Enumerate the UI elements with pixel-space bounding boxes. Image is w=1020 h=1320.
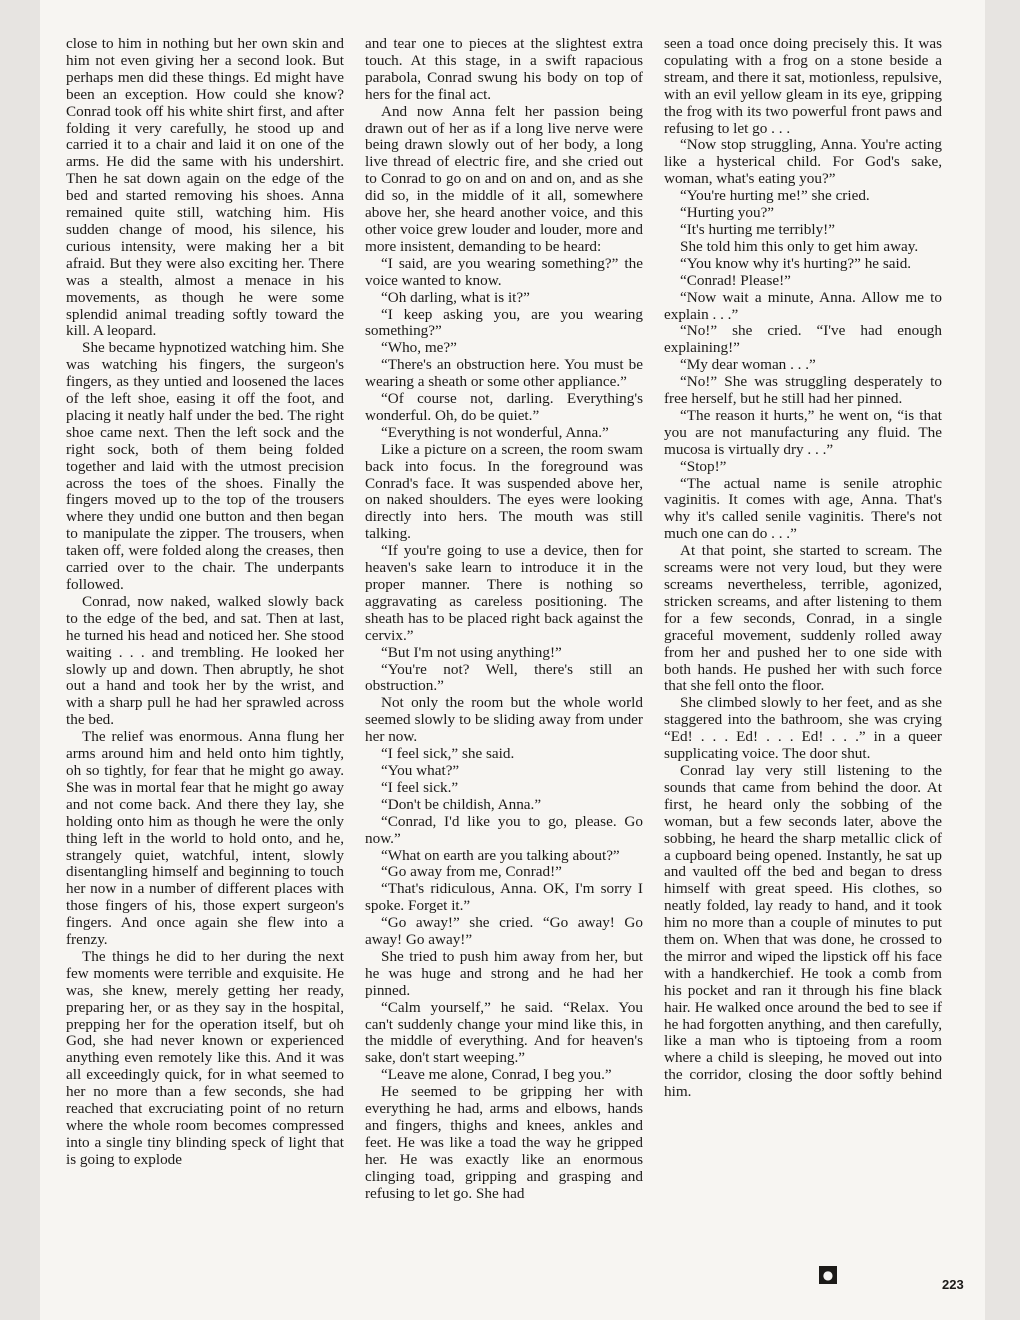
paragraph: “You what?” [381,761,460,779]
paragraph: She became hypnotized watching him. She was watching his fingers, the surgeon's fingers, as they untied and loosened the laces of the left shoe, easing it off the foot, and placing it neatly half under the bed. The right shoe came next. Then the left sock and the right sock, both of them being folded together and laid with the utmost precision across the toes of the shoes. Finally the fingers moved up to the top of the trousers where they undid one button and then began to manipulate the zipper. The trousers, when taken off, were folded along the creases, then carried over to the chair. The underpants followed. [66,339,344,593]
paragraph: And now Anna felt her passion being drawn out of her as if a long live nerve were being drawn slowly out of her body, a long live thread of electric fire, and she cried out to Conrad to go on and on and on, and as she did so, in the middle of it all, somewhere above her, she heard another voice, and this other voice grew louder and louder, more and more insistent, demanding to be heard: [365,102,643,255]
paragraph: and tear one to pieces at the slightest extra touch. At this stage, in a swift rapacious parabola, Conrad swung his body on top of hers for the final act. [365,35,643,103]
paragraph: “You're hurting me!” she cried. [680,187,870,205]
paragraph: The things he did to her during the next few moments were terrible and exquisite. He was, she knew, merely getting her ready, preparing her, or as they say in the hospital, prepping her for the operation itself, but oh God, she had never known or experienced anything even remotely like this. And it was all exceedingly quick, for in what seemed to her no more than a few seconds, she had reached that excruciating point of no return where the whole room becomes compressed into a single tiny blinding speck of light that is going to explode [66,947,344,1168]
paragraph: “Hurting you?” [680,204,775,222]
paragraph: He seemed to be gripping her with everything he had, arms and elbows, hands and fingers, thighs and knees, ankles and feet. He was like a toad the way he gripped her. He was exactly like an enormous clinging toad, gripping and grasping and refusing to let go. She had [365,1083,643,1202]
paragraph: “You know why it's hurting?” he said. [680,254,912,272]
paragraph: “Stop!” [680,457,727,475]
magazine-page [40,0,985,1320]
paragraph: “Now wait a minute, Anna. Allow me to explain . . .” [664,288,942,323]
paragraph: Not only the room but the whole world seemed slowly to be sliding away from under her now. [365,694,643,746]
paragraph: “That's ridiculous, Anna. OK, I'm sorry I spoke. Forget it.” [365,880,643,915]
paragraph: “You're not? Well, there's still an obstruction.” [365,660,643,695]
paragraph: “If you're going to use a device, then for heaven's sake learn to introduce it in the proper manner. There is nothing so aggravating as careless positioning. The sheath has to be placed right back against the cervix.” [365,542,643,644]
column-1 [66,36,344,1203]
paragraph: “Conrad, I'd like you to go, please. Go now.” [365,812,643,847]
paragraph: “My dear woman . . .” [680,356,816,374]
paragraph: “The reason it hurts,” he went on, “is that you are not manufacturing any fluid. The mucosa is virtually dry . . .” [664,406,942,458]
paragraph: “Oh darling, what is it?” [381,288,530,306]
paragraph: “What on earth are you talking about?” [381,846,620,864]
paragraph: “Go away!” she cried. “Go away! Go away! Go away!” [365,914,643,949]
playboy-rabbit-icon: ● [819,1266,837,1284]
paragraph: Conrad, now naked, walked slowly back to the edge of the bed, and sat. Then at last, he turned his head and noticed her. She stood waiting . . . and trembling. He looked her slowly up and down. Then abruptly, he shot out a hand and took her by the wrist, and with a sharp pull he had her sprawled across the bed. [66,592,344,729]
paragraph: “The actual name is senile atrophic vaginitis. It comes with age, Anna. That's why it's called senile vaginitis. There's not much one can do . . .” [664,474,942,543]
paragraph: Like a picture on a screen, the room swam back into focus. In the foreground was Conrad's face. It was suspended above her, on naked shoulders. The eyes were looking directly into hers. The mouth was still talking. [365,440,643,543]
paragraph: “No!” She was struggling desperately to free herself, but he still had her pinned. [664,373,942,408]
paragraph: The relief was enormous. Anna flung her arms around him and held onto him tightly, oh so tightly, for fear that he might go away. She was in mortal fear that he might go away and not come back. And there they lay, she holding onto him as though he were the only thing left in the world to hold onto, and he, strangely quiet, watchful, intent, slowly disentangling himself and beginning to touch her now in a number of different places with those fingers of his, those expert surgeon's fingers. And once again she flew into a frenzy. [66,728,344,949]
paragraph: “No!” she cried. “I've had enough explaining!” [664,322,942,357]
text-columns [66,36,942,1203]
paragraph: “Everything is not wonderful, Anna.” [381,423,609,441]
paragraph: seen a toad once doing precisely this. It was copulating with a frog on a stone beside a stream, and there it sat, motionless, repulsive, with an evil yellow gleam in its eye, gripping the frog with its two powerful front paws and refusing to let go . . . [664,35,942,137]
paragraph: “Who, me?” [381,339,457,357]
column-2 [365,36,643,1203]
paragraph: At that point, she started to scream. The screams were not very loud, but they were screams nevertheless, terrible, agonized, stricken screams, and after listening to them for a few seconds, Conrad, in a single graceful movement, suddenly rolled away from her and pushed her to one side with both hands. He pushed her with such force that she fell onto the floor. [664,542,942,695]
paragraph: “But I'm not using anything!” [381,643,562,661]
paragraph: “Conrad! Please!” [680,271,791,289]
paragraph: “Go away from me, Conrad!” [381,863,562,881]
paragraph: “There's an obstruction here. You must be wearing a sheath or some other appliance.” [365,356,643,391]
paragraph: “I keep asking you, are you wearing something?” [365,305,643,340]
paragraph: “Now stop struggling, Anna. You're acting like a hysterical child. For God's sake, woman, what's eating you?” [664,136,942,188]
paragraph: close to him in nothing but her own skin and him not even giving her a second look. But perhaps men did these things. Ed might have been an exception. How could she know? Conrad took off his white shirt first, and after folding it very carefully, he stood up and carried it to a chair and laid it on one of the arms. He did the same with his undershirt. Then he sat down again on the edge of the bed and started removing his shoes. Anna remained quite still, watching him. His sudden change of mood, his silence, his curious intensity, were making her a bit afraid. But they were also exciting her. There was a stealth, almost a menace in his movements, as though he were some splendid animal treading softly toward the kill. A leopard. [66,35,344,340]
paragraph: “I feel sick,” she said. [381,745,515,763]
paragraph: “I feel sick.” [381,778,459,796]
paragraph: She climbed slowly to her feet, and as she staggered into the bathroom, she was crying “Ed! . . . Ed! . . . Ed! . . .” in a queer supplicating voice. The door shut. [664,694,942,763]
paragraph: “Don't be childish, Anna.” [381,795,542,813]
paragraph: Conrad lay very still listening to the sounds that came from behind the door. At first, he heard only the sobbing of the woman, but a few seconds later, above the sobbing, he heard the sharp metallic click of a cupboard being opened. Instantly, he sat up and vaulted off the bed and began to dress himself with great speed. His clothes, so neatly folded, lay ready to hand, and it took him no more than a couple of minutes to put them on. When that was done, he crossed to the mirror and wiped the lipstick off his face with a handkerchief. He took a comb from his pocket and ran it through his fine black hair. He walked once around the bed to see if he had forgotten anything, and then carefully, like a man who is tiptoeing from a room where a child is sleeping, he moved out into the corridor, closing the door softly behind him. [664,761,942,1101]
paragraph: “Of course not, darling. Everything's wonderful. Oh, do be quiet.” [365,390,643,424]
column-3 [664,36,942,1203]
paragraph: “I said, are you wearing something?” the voice wanted to know. [365,254,643,289]
paragraph: She tried to push him away from her, but he was huge and strong and he had her pinned. [365,947,643,999]
paragraph: She told him this only to get him away. [680,237,919,255]
paragraph: “It's hurting me terribly!” [680,220,835,238]
paragraph: “Calm yourself,” he said. “Relax. You can't suddenly change your mind like this, in the middle of everything. And for heaven's sake, don't start weeping.” [365,998,643,1067]
paragraph: “Leave me alone, Conrad, I beg you.” [381,1066,612,1084]
page-number: 223 [942,1277,964,1292]
